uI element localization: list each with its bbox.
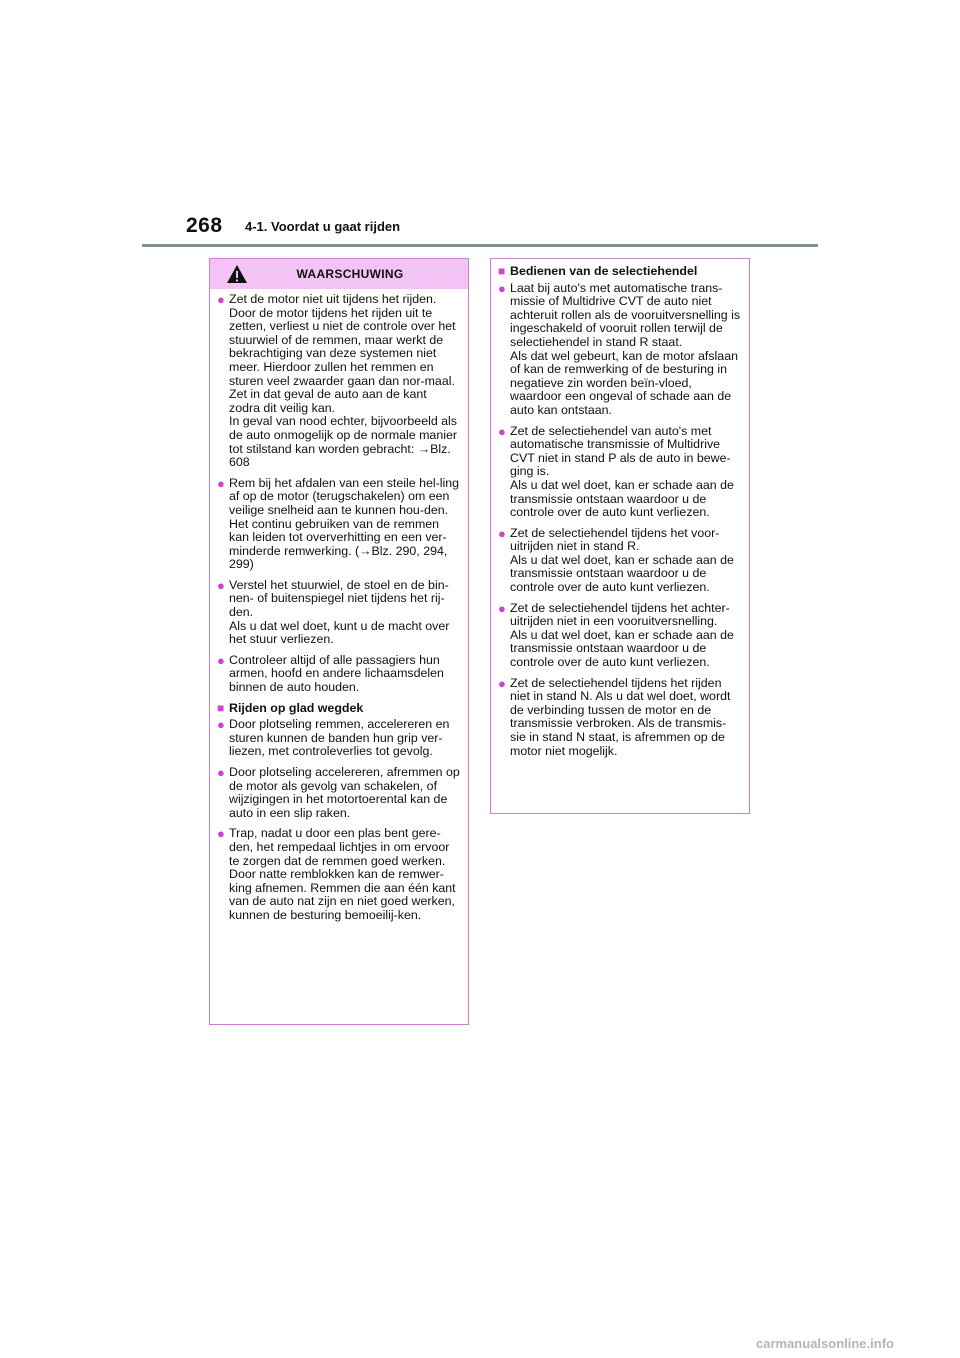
selector-lever-box [490,258,750,814]
watermark: carmanualsonline.info [756,1336,894,1351]
bullet-icon: ● [217,652,225,668]
list-item [217,718,461,759]
square-bullet-icon: ■ [498,264,506,278]
list-item-text: Zet de selectiehendel tijdens het achter-uitrijden niet in een vooruitversnelling. Als u dat wel doet, kan er schade aan de transmissie ontstaan waardoor u de controle over de auto kunt verliezen. [510,600,734,670]
bullet-icon: ● [217,826,225,842]
list-item-text: Rem bij het afdalen van een steile hel-ling af op de motor (terugschakelen) om een veilige snelheid aan te kunnen hou-den. Het continu gebruiken van de remmen kan leiden tot oververhitting en een ver-minderde remwerking. (→Blz. 290, 294, 299) [229,475,460,572]
bullet-icon: ● [217,475,225,491]
bullet-icon: ● [498,675,506,691]
bullet-icon: ● [217,577,225,593]
list-item [217,654,461,695]
square-bullet-icon: ■ [217,700,225,715]
page-number: 268 [186,214,223,237]
subheading-slippery-road [217,702,461,716]
list-item [217,293,461,470]
list-item-text: Verstel het stuurwiel, de stoel en de bin-nen- of buitenspiegel niet tijdens het rij-den. Als u dat wel doet, kunt u de macht over het stuur verliezen. [229,577,450,647]
list-item-text: Door plotseling accelereren, afremmen op de motor als gevolg van schakelen, of wijzigingen in het motortoerental kan de auto in een slip raken. [229,765,460,820]
subheading-selector-lever [498,265,742,279]
list-item [217,579,461,647]
warning-title: WAARSCHUWING [296,267,404,281]
list-item-text: Zet de motor niet uit tijdens het rijden. Door de motor tijdens het rijden uit te zetten, verliest u niet de controle over het stuurwiel of de remmen, maar werkt de bekrachtiging van deze systemen niet meer. Hierdoor zullen het remmen en sturen veel zwaarder gaan dan nor-maal. Zet in dat geval de auto aan de kant zodra dit veilig kan. In geval van nood echter, bijvoorbeeld als de auto onmogelijk op de normale manier tot stilstand kan worden gebracht: →Blz. 608 [229,292,458,470]
list-item-text: Zet de selectiehendel tijdens het voor-uitrijden niet in stand R. Als u dat wel doet, kan er schade aan de transmissie ontstaan waardoor u de controle over de auto kunt verliezen. [510,525,734,595]
list-item [217,766,461,820]
bullet-icon: ● [217,717,225,733]
list-item [217,827,461,922]
bullet-icon: ● [217,292,225,307]
list-item-text: Zet de selectiehendel van auto's met automatische transmissie of Multidrive CVT niet in stand P als de auto in bewe-ging is. Als u dat wel doet, kan er schade aan de transmissie ontstaan waardoor u de controle over de auto kunt verliezen. [510,423,734,520]
subheading-text: Rijden op glad wegdek [229,700,364,715]
list-item-text: Zet de selectiehendel tijdens het rijden niet in stand N. Als u dat wel doet, wordt de verbinding tussen de motor en de transmissie verbroken. Als de transmis-sie in stand N staat, is afremmen op de motor niet mogelijk. [510,675,731,758]
list-item [217,477,461,572]
warning-box [209,258,469,1025]
bullet-icon: ● [217,765,225,780]
subheading-text: Bedienen van de selectiehendel [510,264,698,278]
list-item [498,677,742,759]
list-item [498,527,742,595]
list-item-text: Controleer altijd of alle passagiers hun armen, hoofd en andere lichaamsdelen binnen de auto houden. [229,652,444,695]
section-title: 4-1. Voordat u gaat rijden [245,219,401,234]
warning-header [210,259,468,289]
bullet-icon: ● [498,600,506,616]
bullet-icon: ● [498,423,506,439]
list-item [498,425,742,520]
warning-triangle-icon [226,264,248,284]
header-rule [142,244,818,247]
list-item-text: Door plotseling remmen, accelereren en sturen kunnen de banden hun grip ver-liezen, met controleverlies tot gevolg. [229,717,450,759]
list-item [498,282,742,418]
bullet-icon: ● [498,525,506,541]
list-item-text: Trap, nadat u door een plas bent gere-den, het rempedaal lichtjes in om ervoor te zorgen dat de remmen goed werken. Door natte remblokken kan de remwer-king afnemen. Remmen die aan één kant van de auto nat zijn en niet goed werken, kunnen de besturing bemoeilij-ken. [229,826,456,922]
bullet-icon: ● [498,280,506,296]
list-item-text: Laat bij auto's met automatische trans-missie of Multidrive CVT de auto niet achteruit rollen als de vooruitversnelling is ingeschakeld of vooruit rollen terwijl de selectiehendel in stand R staat. Als dat wel gebeurt, kan de motor afslaan of kan de remwerking of de besturing in negatieve zin worden beïn-vloed, waardoor een ongeval of schade aan de auto kan ontstaan. [510,280,741,417]
list-item [498,602,742,670]
